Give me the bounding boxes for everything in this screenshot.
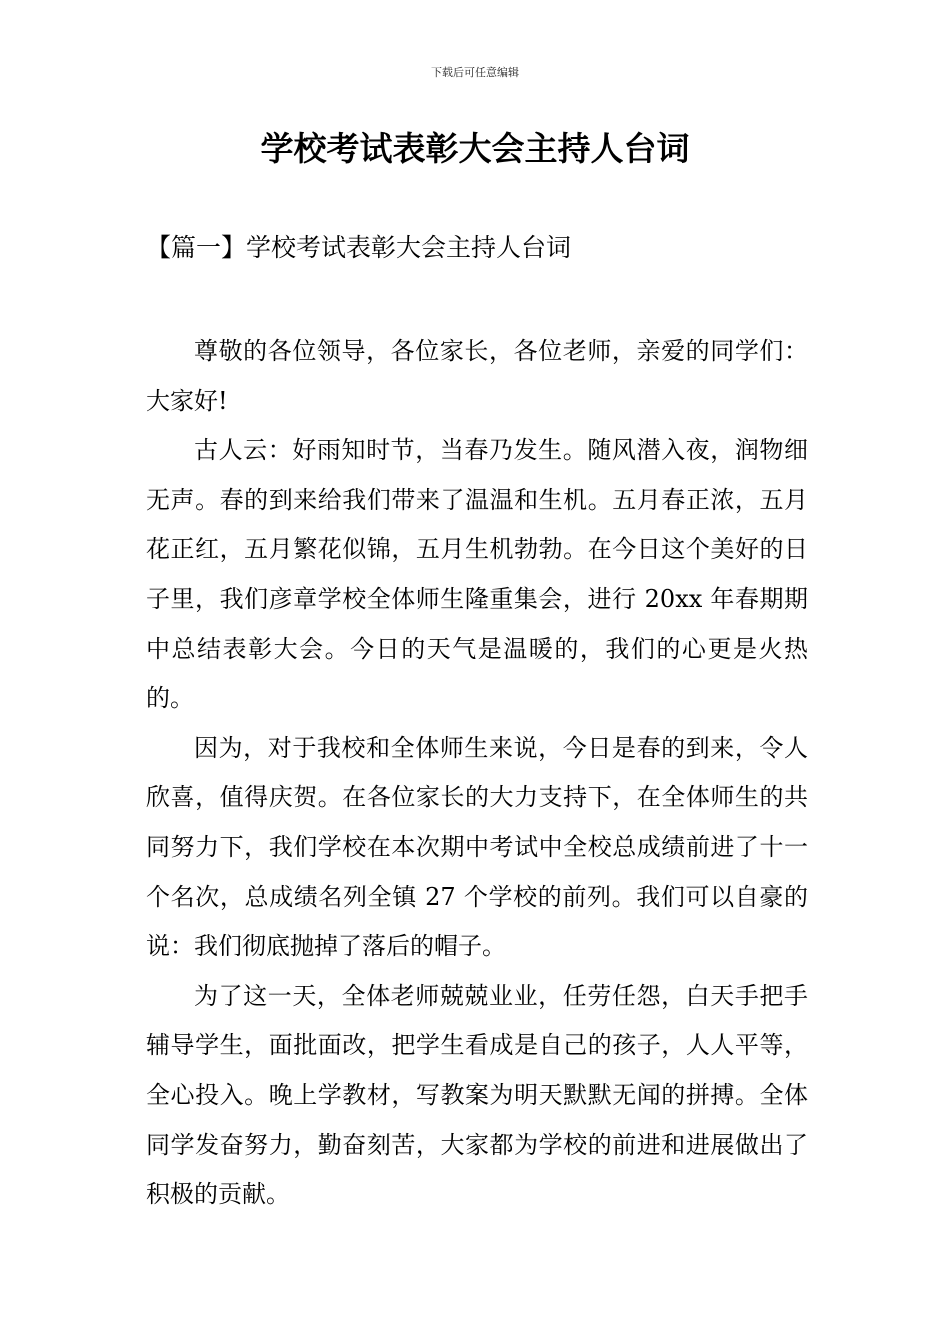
- paragraph-spring: 古人云：好雨知时节，当春乃发生。随风潜入夜，润物细无声。春的到来给我们带来了温温和生机。五月春正浓，五月花正红，五月繁花似锦，五月生机勃勃。在今日这个美好的日子里，我们彦章学校全体师生隆重集会，进行 20xx 年春期期中总结表彰大会。今日的天气是温暖的，我们的心更是火热的。: [146, 436, 808, 713]
- paragraph-effort: 为了这一天，全体老师兢兢业业，任劳任怨，白天手把手辅导学生，面批面改，把学生看成是自己的孩子，人人平等，全心投入。晚上学教材，写教案为明天默默无闻的拼搏。全体同学发奋努力，勤奋刻苦，大家都为学校的前进和进展做出了积极的贡献。: [146, 981, 808, 1209]
- paragraph-achievement: 因为，对于我校和全体师生来说，今日是春的到来，令人欣喜，值得庆贺。在各位家长的大力支持下，在全体师生的共同努力下，我们学校在本次期中考试中全校总成绩前进了十一个名次，总成绩名列全镇 27 个学校的前列。我们可以自豪的说：我们彻底抛掉了落后的帽子。: [146, 733, 808, 961]
- document-title: 学校考试表彰大会主持人台词: [260, 129, 690, 168]
- paragraph-greeting: 尊敬的各位领导，各位家长，各位老师，亲爱的同学们：大家好!: [146, 337, 808, 415]
- document-body: [146, 327, 808, 1220]
- section-heading: 【篇一】学校考试表彰大会主持人台词: [146, 233, 572, 262]
- header-note: 下载后可任意编辑: [431, 66, 519, 79]
